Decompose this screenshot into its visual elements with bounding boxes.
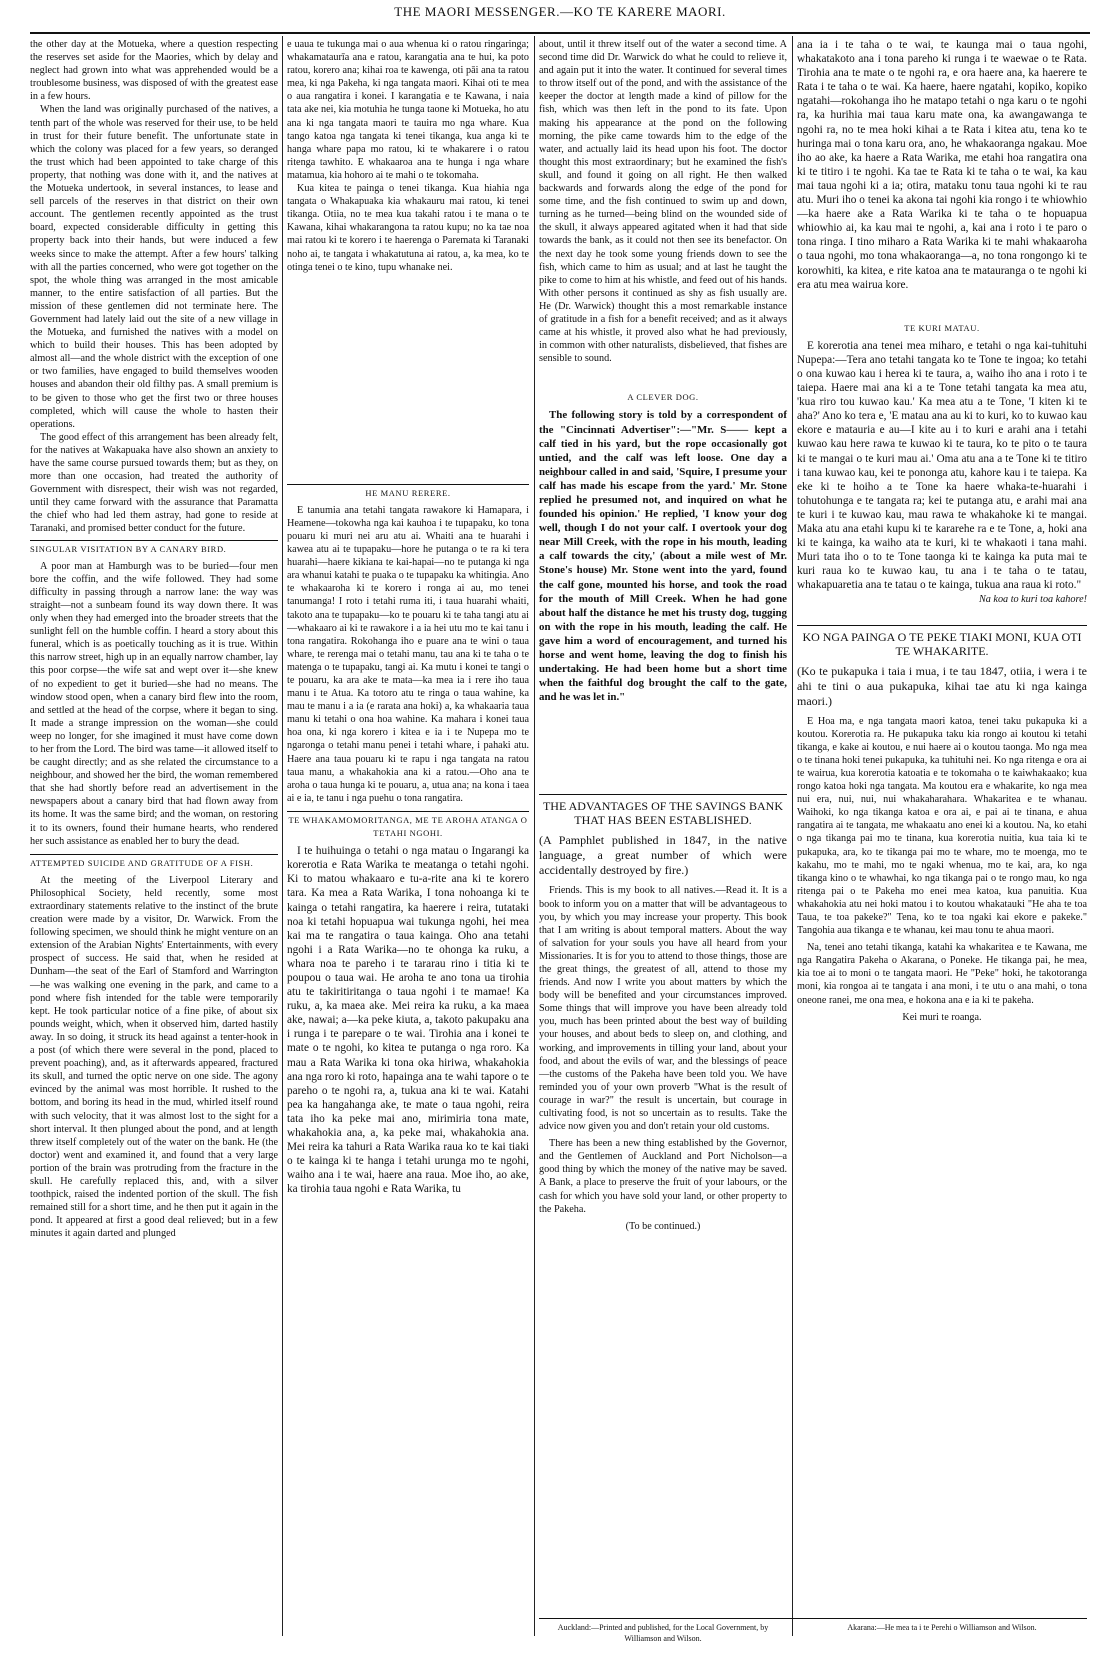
newspaper-title: THE MAORI MESSENGER.—KO TE KARERE MAORI. [394,4,726,19]
divider [30,854,278,855]
peke-heading: KO NGA PAINGA O TE PEKE TIAKI MONI, KUA OTI TE WHAKARITE. [802,629,1082,658]
column-separator [792,36,793,1636]
paragraph: Na, tenei ano tetahi tikanga, katahi ka whakaritea e te Kawana, me nga Rangatira Pakeha o Akarana, o Poneke. He tikanga pai, he mea, kia toe ai to moni o te tangata maori. He "Peke" hoki, he takotoranga moni, kia rongoa ai te tangata i ana moni, i te utu o ana mahi, o tona oneone ranei, me ona mea, e hokona ana e ia ki te pakeha. [797,942,1087,1006]
blank-space [797,607,1087,625]
divider [287,811,529,812]
footer-rule [539,1618,1087,1619]
paragraph: the other day at the Motueka, where a question respecting the reserves set aside for the Maories, which by delay and neglect had grown into what was apprehended would be a troublesome business, was disposed of with the greatest ease in a few hours. [30,39,278,103]
paragraph: When the land was originally purchased of the natives, a tenth part of the whole was reserved for their use, to be held in trust for their future benefit. The unfortunate state in which the colony was placed for a few years, so deranged the trust which had been appointed to take charge of this property, that nothing was done with it, and the natives at the Motueka undertook, in several instances, to lease and sell parcels of the reserves in that district on their own account. The gentlemen recently appointed as the trust board, expected considerable difficulty in getting this property back into their hands, but were induced a few weeks since to make the attempt. After a few hours' talking with all the parties concerned, who were got together on the spot, the whole thing was arranged in the most amicable manner, to the entire satisfaction of all parties. But the mission of these gentlemen did not terminate here. The Government had lately laid out the site of a new village in the Motueka, and furnished the natives with a model on which to build their houses. This has been adopted by almost all—and the whole district with the exception of one or two families, have engaged to build themselves wooden houses and abandon their old filthy pas. A small premium is to be given to those who get the first two or three houses completed, which will cause the whole to hasten their operations. [30,104,278,430]
divider [797,625,1087,626]
top-rule [30,32,1090,34]
continued-note: (To be continued.) [625,1220,701,1232]
canary-heading: SINGULAR VISITATION BY A CANARY BIRD. [30,543,227,554]
paragraph: I te huihuinga o tetahi o nga matau o Ingarangi ka korerotia e Rata Warika te meatanga o tetahi ngohi. Ki to matou whakaaro e tu-a-rite ana ki te korero tara. Ka mea a Rata Warika, I tona nohoanga ki te kainga o tetahi rangatira, ka haerere i reira, tutataki noa ki tetahi hopuapua wai tukunga ngohi, hei mea kai ma te rangatira o taua kainga. Oho ana tetahi ngohi i a Rata Warika—no te ohonga ka ruku, a whara noa te pareho i te tararau rino i titia ki te poupou o taua wai. He aroha te ano tona ua tirohia atu te takiritiritanga o taua ngohi i te mamae! Ka ruku, a, ka maea ake. Mei reira ka ruku, a ka maea ake, nawai; a—ka peke kiuta, a, takoto pakupaku ana i runga i te parepare o te wai. Tirohia ana i konei te mate o te ngohi, ko kitea te putanga o nga roro. Ka mau a Rata Warika ki tona oka hiriwa, whakahokia ana nga roro ki roto, hapainga ana te wahi tapore o te pareho o te ngohi ra, a, tukua ana ki te wai. Katahi pea ka hangahanga ake, te mate o taua ngohi, reira tata iho ka peke mai ano, mirimiria tona mate, whakahokia ana, a, ka peke mai, whakahokia ana. Mei reira ka tahuri a Rata Warika raua ko te kai tiaki o te kainga ki te hanga i tetahi urunga mo te ngohi, waiho ana i te wai, haere ana raua. Moe iho, ao ake, ka tirohia taua ngohi e Rata Warika, tu [287,845,529,1196]
dog-heading: A CLEVER DOG. [627,392,699,403]
divider [287,484,529,485]
column-4 [797,38,1087,1024]
divider [539,794,787,795]
paragraph: A poor man at Hamburgh was to be buried—four men bore the coffin, and the wife followed. They had some difficulty in passing through a narrow lane: the way was straight—not a sunbeam found its way down there. It was only when they had emerged into the broader streets that the sunlight fell on the humble coffin. I heard a story about this funeral, which is as poetically touching as it is true. Within this narrow street, high up in an equally narrow chamber, lay this poor corpse—the wife sat and wept over it—she knew of no expedient to get it buried—she had no means. The window stood open, when a canary bird flew into the room, and settled at the head of the corpse, where it began to sing. It made a strange impression on the woman—she could weep no longer, for she imagined it must have come down to her from the Lord. The bird was tame—it allowed itself to be caught directly; and as she related the circumstance to a neighbour, and showed her the bird, the woman remembered that she had shortly before read an advertisement in the newspapers about a canary bird that had flown away from its home. It was the same bird; and the woman, on restoring it to its owners, found their humane hearts, who rendered her such assistance as enabled her to bury the dead. [30,560,278,847]
column-3 [539,38,787,1233]
paragraph: e uaua te tukunga mai o aua whenua ki o ratou ringaringa; whakamataurīa ana e ratou, karangatia ana te hui, ka poto ratou, korero ana; kihai roa te kawenga, oti pāi ana ta ratou mea, ki nga Pakeha, ki nga tangata maori. Kihai oti te mea o aua rangatira i konei. I karangatia e te Kawana, i naia tata ake nei, kia motuhia he tunga taone ki Motueka, ho atu ana ki nga tangata maori te tauira mo nga whare. Kua tango katoa nga tangata ki tenei tikanga, kua anga ki te hanga whare papa mo ratou, ki te whakarere i o ratou ritenga tawhito. E whakaaroa ana te hunga i nga whare matamua, kia hohoro ai te mahi o te tokomaha. [287,39,529,181]
blank-space [539,704,787,794]
paragraph: The good effect of this arrangement has been already felt, for the natives at Wakapuaka have also shown an anxiety to have the same course pursued towards them; but as they, on more than one occasion, had treated the authority of Government with disrespect, their wish was not regarded, until they came forward with the assurance that Paramatta the chief who had led them astray, had gone to reside at Taranaki, and promised better conduct for the future. [30,431,278,535]
footer-maori: Akarana:—He mea ta i te Perehi o Williamson and Wilson. [847,1623,1037,1632]
column-separator [534,36,535,1636]
savings-heading: THE ADVANTAGES OF THE SAVINGS BANK THAT HAS BEEN ESTABLISHED. [542,799,784,828]
kuri-signoff: Na koa to kuri toa kahore! [979,594,1087,606]
blank-space [797,292,1087,320]
column-separator [282,36,283,1636]
manu-heading: HE MANU RERERE. [365,487,451,498]
column-1 [30,38,278,1240]
pamphlet-note: (A Pamphlet published in 1847, in the native language, a great number of which were accidentally destroyed by fire.) [539,833,787,878]
paragraph: Friends. This is my book to all natives.—Read it. It is a book to inform you on a matter that will be advantageous to you, by which you may increase your property. This book that I am writing is about temporal matters. About the way of salvation for your souls you have all heard from your Missionaries. It is for you to attend to those things, those are the great things, the greatest of all, attend to those my friends. And now I write you about matters by which the body will be benefited and your circumstances improved. Some things that will improve you have been already told you, much has been printed about the best way of building your houses, and about beds to sleep on, and clothing, and working, and improvements in tilling your land, about your food, and about the evils of war, and the blessings of peace—the customs of the Pakeha have been told you. We have reminded you of your own proverb "What is the result of courage in war?" the result is uncertain, but courage in cultivating food, is not so uncertain as to results. Take the advice now given you and don't retain your old customs. [539,885,787,1133]
blank-space [539,365,787,389]
paragraph: E Hoa ma, e nga tangata maori katoa, tenei taku pukapuka ki a koutou. Korerotia ra. He pukapuka taku kia rongo ai koutou ki tetahi tikanga, e kake ai koutou, e nui haere ai o koutou taonga. Mo nga mea o te tinana hoki tenei pukapuka, ka tuhituhi nei. Ko nga ritenga e ora ai te wairua, kua korerotia katoatia e te tokomaha o te kaiwhakaako; kua rongo katoa hoki nga tangata. Ma koutou era e whakarite, ko nga mea nui era, nui, nui, nui whakaharahara. Whakaritea e te whanau. Waihoki, ko nga tikanga katoa e ora ai, e pai ai te tinana, e ahua rangatira ai te tangata, me whakaatu ano enei ki a koutou. Na, ko etahi o nga tikanga pai mo te tinana, kua korerotia nuitia, kua taia ki te pukapuka, ara, ko te tikanga pai mo te whare, mo te moenga, mo te kakahu, mo te mahi, mo te ngaki whenua, mo te kai, ara, ko nga tikanga kino o te whawhai, ko nga tikanga pai o te rongo mau, ko nga ritenga pai o te Pakeha mo enei mea katoa, kua panuitia. Kua whakahokia atu nei hoki matou i to koutou whakatauki "He aha te toa Taua, te toa pakeke?" Tena, ko te toa ngaki kai ekore e pakeke." Tangohia aua tikanga e te whanau, kei mau tonu te ahua maori. [797,715,1087,937]
ika-heading: TE WHAKAMOMORITANGA, ME TE AROHA ATANGA O TETAHI NGOHI. [288,814,528,839]
fish-heading: ATTEMPTED SUICIDE AND GRATITUDE OF A FISH. [30,857,254,868]
paragraph: E korerotia ana tenei mea miharo, e tetahi o nga kai-tuhituhi Nupepa:—Tera ano tetahi tangata ko te Tone te ingoa; ko tetahi o ona kuwao kau i herea ki te taura, a, waiho iho ana i roto i te taiepa. Haere mai ana ki a te Tone tetahi tangata ka mea atu, 'kua riro tou kuwao kau.' Ka mea atu a te Tone, 'I kiten ki te aha?' Ano ko tera e, 'E matau ana au ki to kuri, ko to kuwao kau ekore e matauria e au—I kite au i to kuri e arahi ana i tetahi kuwao kau here rawa te kuwao ki te taura, ko te pito o te taura ki te mangai o te kuri mau ai.' Oma atu ana a te Tone ki te titiro i tana kuwao kau, kei te pononga atu, kahore kau i te taiepa. Ka eke ki te hoiho a te Tone ka haere whaka-te-huarahi i tohutohunga e te tangata ra; kei te putanga atu, e arahi mai ana te kuri i te kuwao kau, mau rawa te whakahoke ki te mangai. Maka atu ana etahi kupu ki te kararehe ra e te Tone, a, hoki ana ki te kainga, ka waiho ata te kuri, ki te whakaoti i tana mahi. Muri tata iho o to te Tone taonga ki te kainga ka puta mai te kuri raua ko te kuwao kau, tu ana i te taha o te tatau, whakapuaretia ana te tatau o te kainga, tukua ana raua ki roto." [797,339,1087,592]
paragraph: The following story is told by a correspondent of the "Cincinnati Advertiser":—"Mr. S—— kept a calf tied in his yard, but the rope occasionally got untied, and the calf was left loose. One day a neighbour called in and said, 'Squire, I presume your calf has made his escape from the yard.' Mr. Stone replied he presumed not, and inquired on what he founded his opinion.' He replied, 'I know your dog well, though I do not your calf. I overtook your dog near Mill Creek, with the rope in his mouth, leading a calf towards the city,' (about a mile west of Mr. Stone's house) Mr. Stone went into the yard, found the calf gone, mounted his horse, and took the road for the mouth of Mill Creek. When he had gone about half the distance he met his trusty dog, tugging on with the rope in his mouth, leading the calf. He gave him a word of encouragement, and turned his horse and went home, leaving the dog to finish his undertaking. He had been home but a short time when the faithful dog brought the calf to the gate, and he was let in." [539,409,787,704]
paragraph: At the meeting of the Liverpool Literary and Philosophical Society, held recently, some most extraordinary statements relative to the instinct of the brute creation were made by a visitor, Dr. Warwick. From the following specimen, we should think he might venture on an extension of the Arabian Nights' Entertainments, with every prospect of success. He said that, when he resided at Dunham—the seat of the Earl of Stamford and Warrington—he was walking one evening in the park, and came to a pond where fish intended for the table were temporarily kept. He took particular notice of a fine pike, of about six pounds weight, which, when it observed him, darted hastily away. In so doing, it struck its head against a tenter-hook in a post (of which there were several in the pond, placed to prevent poaching), and, as it afterwards appeared, fractured its skull, and turned the optic nerve on one side. The agony evinced by the animal was most horrible. It rushed to the bottom, and boring its head in the mud, whirled itself round with such velocity, that it was almost lost to the sight for a short interval. It then plunged about the pond, and at length threw itself completely out of the water on the bank. He (the doctor) went and examined it, and found that a very large portion of the brain was protruding from the fracture in the skull. He carefully replaced this, and, with a silver toothpick, raised the indented portion of the skull. The fish remained still for a short time, and he then put it again in the pond. It appeared at first a good deal relieved; but in a few minutes it again darted and plunged [30,874,278,1240]
paragraph: There has been a new thing established by the Governor, and the Gentlemen of Auckland and Port Nicholson—a good thing by which the money of the native may be saved. A Bank, a place to preserve the fruit of your labours, or the cash for which you have sold your land, or other property to the Pakeha. [539,1138,787,1215]
peke-intro: (Ko te pukapuka i taia i mua, i te tau 1847, otiia, i wera i te ahi te tini o aua pukapuka, kihai tae atu ki nga kainga maori.) [797,663,1087,708]
kuri-heading: TE KURI MATAU. [904,322,980,333]
column-2 [287,38,529,1196]
paragraph: E tanumia ana tetahi tangata rawakore ki Hamapara, i Heamene—tokowha nga kai kauhoa i te tupapaku, ko tona pouaru ki muri nei aru atu ai. Whaiti ana te huarahi i kawea atu ai te tupapaku—hore he putanga o te ra ki tera huarahi—haere kikiana te kai-hapai—no te putanga ki nga ara whanui katahi te puaka o te tupapaku ka whitingia. Ano te whakaaroha ki te korero i ronga ai au, mo tenei tanumanga! I roto i tetahi ruma iti, i taua huarahi whaiti, takoto ana te tupapaku—ko te pouaru ki te taha tangi atu ai—whakaaro ai ki te rawakore i a ia hei utu mo te kai tanu i tona rangatira. Rokohanga iho e puare ana te wini o taua whare, te rerenga mai o tetahi manu, tau ana ki te taha o te matenga o te tupapaku, tangi ai. Ka mutu i konei te tangi o te pouaru, ka ara ake te mata—ka mea ia i rere iho taua manu i te Atua. Ka totoro atu te ringa o taua wahine, ka mau te manu i a ia (e rarata ana hoki) a, ka whakaaria taua manu ki tetahi o ona hoa wahine. Ka mahara i konei taua hoa ona, ki nga korero i kitea e ia i te Nupepa mo te ngaronga o tetahi manu penei i tetahi whare, i pahaki atu. Haere ana taua pouaru ki te rapu i nga tangata na ratou taua manu, a whakahokia ana ki a ratou.—Oho ana te aroha o taua hunga ki te pouaru, a, utua ana; na kona i taea ai e ia, te tanu i nga puehu o tona rangatira. [287,504,529,804]
paragraph: about, until it threw itself out of the water a second time. A second time did Dr. Warwick do what he could to relieve it, and again put it into the water. It continued for several times to throw itself out of the pond, and with the assistance of the keeper the doctor at length made a kind of pillow for the fish, which was then left in the pond to its fate. Upon making his appearance at the pond on the following morning, the pike came towards him to the edge of the water, and actually laid its head upon his foot. The doctor thought this most extraordinary; but he examined the fish's skull, and found it going on all right. He then walked backwards and forwards along the edge of the pond for some time, and the fish continued to swim up and down, turning as he turned—being blind on the wounded side of the skull, it always appeared agitated when it had that side towards the bank, as it could not then see its benefactor. On the next day he took some young friends down to see the fish, which came to him as usual; and at last he taught the pike to come to him at his whistle, and feed out of his hands. With other persons it continued as shy as fish usually are. He (Dr. Warwick) thought this a most remarkable instance of gratitude in a fish for a benefit received; and as it always came at his whistle, it proved also what he had previously, in common with other naturalists, disbelieved, that fishes are sensible to sound. [539,39,787,365]
paragraph: Kua kitea te painga o tenei tikanga. Kua hiahia nga tangata o Whakapuaka kia whakauru mai ratou, ki tenei tikanga. Otiia, no te mea kua takahi ratou i te mana o te Kawana, kihai whakarangona ta ratou kupu; no ka tae noa mai ratou ki te korero i te haerenga o Paremata ki Taranaki noho ai, te tangata i whakatutuna ai ratou, a, ka mea, ko te otinga tenei o te kino, tupu whanake nei. [287,183,529,273]
paragraph: ana ia i te taha o te wai, te kaunga mai o taua ngohi, whakatakoto ana i tona pareho ki runga i te waewae o te Rata. Tirohia ana te mate o te ngohi ra, e ora haere ana, ka haerere te Rata i te taha o te wai. Ka haere, haere ngatahi, kopiko, kopiko ngatahi—rokohanga iho he matapo tetahi o nga karu o te ngohi ra, ka hurihia mai taua karu mate ona, ka awangawanga te ngohi ra, no te mea hoki kihai a te Rata i kitea atu, tena ko te huringa mai o tona karu ora, ano, he whakaoranga ngakau. Moe iho ao ake, ka haere a Rata Warika, me etahi hoa rangatira ona ki te titiro i te ngohi. Ka tae te Rata ki te taha o te wai, ka kau mai taua ngohi ki a ia; otira, mataku tonu taua ngohi ki te rau atu. Muri iho o tenei ka akona tai ngohi kia rongo i te whiowhio—ka haere ake a Rata Warika ki te taha o te hopuapua whiowhio ai, ka kau mai te ngohi, a, kai ana i roto i te paro o tona ringa. I tino miharo a Rata Warika ki te mahi whakaaroha o taua ngohi, mo tona whakaoranga—a, no tona rongongo ki te korowhiti, ka kitea, e rite katoa ana te matauranga o te ngohi ki era atu mea wairua kore. [797,39,1087,291]
footer-english: Auckland:—Printed and published, for the Local Government, by Williamson and Wilson. [557,1623,769,1643]
masthead [30,4,1090,34]
continued-note: Kei muri te roanga. [902,1011,982,1023]
divider [30,540,278,541]
blank-space [287,274,529,480]
col1-article [30,38,278,536]
